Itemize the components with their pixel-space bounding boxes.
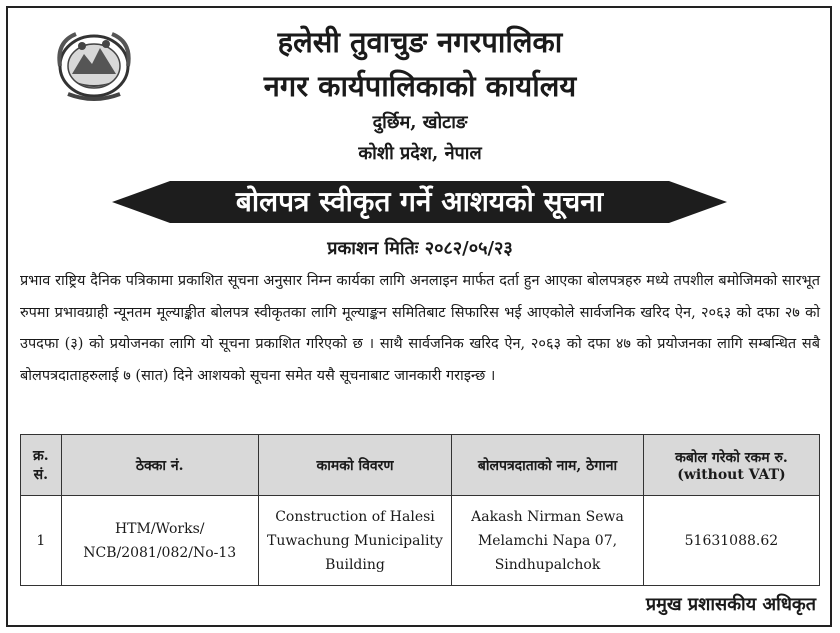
table-row	[21, 496, 820, 586]
notice-body: प्रभाव राष्ट्रिय दैनिक पत्रिकामा प्रकाशित सूचना अनुसार निम्न कार्यका लागि अनलाइन मार्फत दर्ता हुन आएका बोलपत्रहरु मध्ये तपशील बमोजिमको सारभूत रुपमा प्रभावग्राही न्यूनतम मूल्याङ्कीत बोलपत्र स्वीकृतका लागि मूल्याङ्कन समितिबाट सिफारिस भई आएकोले सार्वजनिक खरिद ऐन, २०६३ को दफा २७ को उपदफा (३) को प्रयोजनका लागि यो सूचना प्रकाशित गरिएको छ । साथै सार्वजनिक खरिद ऐन, २०६३ को दफा ४७ को प्रयोजनका लागि सम्बन्धित सबै बोलपत्रदाताहरुलाई ७ (सात) दिने आशयको सूचना समेत यसै सूचनाबाट जानकारी गराइन्छ ।	[20, 273, 820, 384]
office-location: दुर्छिम, खोटाङ	[372, 112, 468, 133]
header-bidder: बोलपत्रदाताको नाम, ठेगाना	[452, 435, 644, 496]
award-table	[20, 434, 820, 586]
office-name: नगर कार्यपालिकाको कार्यालय	[263, 69, 577, 103]
header-contract-no: ठेक्का नं.	[61, 435, 258, 496]
cell-sn: 1	[21, 496, 62, 586]
cell-bidder: Aakash Nirman Sewa Melamchi Napa 07, Sindhupalchok	[452, 496, 644, 586]
header-amount-line1: कबोल गरेको रकम रु.	[675, 449, 788, 466]
cell-amount: 51631088.62	[643, 496, 819, 586]
cell-description: Construction of Halesi Tuwachung Municipality Building	[258, 496, 451, 586]
header-sn: क्र. सं.	[21, 435, 62, 496]
table-header-row	[21, 435, 820, 496]
signatory-title: प्रमुख प्रशासकीय अधिकृत	[645, 594, 816, 615]
notice-title: बोलपत्र स्वीकृत गर्ने आशयको सूचना	[235, 185, 604, 218]
header-amount-line2: (without VAT)	[677, 466, 786, 483]
cell-contract-no: HTM/Works/ NCB/2081/082/No-13	[61, 496, 258, 586]
municipality-name: हलेसी तुवाचुङ नगरपालिका	[277, 25, 563, 59]
publication-date: प्रकाशन मितिः २०८२/०५/२३	[327, 238, 513, 259]
header-amount	[643, 435, 819, 496]
notice-title-banner	[112, 177, 727, 227]
province-country: कोशी प्रदेश, नेपाल	[358, 143, 482, 164]
header-description: कामको विवरण	[258, 435, 451, 496]
